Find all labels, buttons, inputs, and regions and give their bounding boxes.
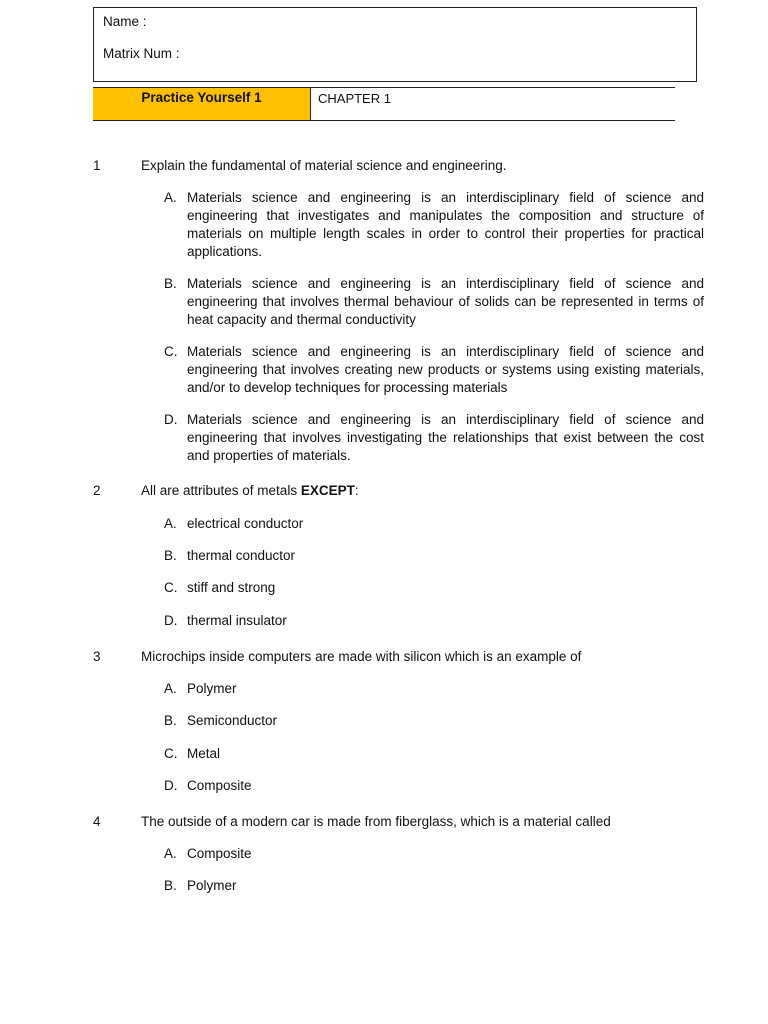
name-label: Name : bbox=[103, 14, 147, 29]
option-letter: B. bbox=[164, 548, 177, 563]
chapter-label: CHAPTER 1 bbox=[318, 91, 391, 106]
option-letter: C. bbox=[164, 344, 178, 359]
option-text: Metal bbox=[187, 746, 221, 761]
student-info-box bbox=[93, 7, 697, 82]
option-text: Materials science and engineering is an interdisciplinary field of science and engineering that involves thermal behaviour of solids can be represented in terms of heat capacity and thermal conductivity bbox=[187, 276, 704, 327]
question-stem: All are attributes of metals EXCEPT: bbox=[141, 483, 359, 498]
option-letter: D. bbox=[164, 778, 178, 793]
question-stem: The outside of a modern car is made from fiberglass, which is a material called bbox=[141, 814, 611, 829]
option-letter: A. bbox=[164, 516, 177, 531]
question-stem: Explain the fundamental of material science and engineering. bbox=[141, 158, 507, 173]
option-letter: A. bbox=[164, 681, 177, 696]
question-number: 2 bbox=[93, 483, 101, 498]
option-text: Composite bbox=[187, 846, 252, 861]
practice-title: Practice Yourself 1 bbox=[93, 88, 311, 120]
option-text: Materials science and engineering is an interdisciplinary field of science and engineering that involves investigating the relationships that exist between the cost and properties of materials. bbox=[187, 412, 704, 463]
option-letter: A. bbox=[164, 846, 177, 861]
option-text: stiff and strong bbox=[187, 580, 276, 595]
option-text: Materials science and engineering is an interdisciplinary field of science and engineering that involves creating new products or systems using existing materials, and/or to develop techniques for processing materials bbox=[187, 344, 704, 395]
question-stem: Microchips inside computers are made with silicon which is an example of bbox=[141, 649, 582, 664]
question-number: 1 bbox=[93, 158, 101, 173]
option-letter: B. bbox=[164, 878, 177, 893]
option-text: Polymer bbox=[187, 878, 237, 893]
option-text: Semiconductor bbox=[187, 713, 278, 728]
option-letter: C. bbox=[164, 580, 178, 595]
option-text: thermal insulator bbox=[187, 613, 287, 628]
header-bar bbox=[93, 87, 675, 121]
option-text: Composite bbox=[187, 778, 252, 793]
option-letter: C. bbox=[164, 746, 178, 761]
matrix-num-label: Matrix Num : bbox=[103, 46, 180, 61]
question-number: 4 bbox=[93, 814, 101, 829]
option-letter: B. bbox=[164, 276, 177, 291]
question-number: 3 bbox=[93, 649, 101, 664]
option-letter: B. bbox=[164, 713, 177, 728]
option-letter: A. bbox=[164, 190, 177, 205]
except-emphasis: EXCEPT bbox=[300, 483, 355, 498]
option-text: electrical conductor bbox=[187, 516, 304, 531]
option-text: thermal conductor bbox=[187, 548, 296, 563]
option-letter: D. bbox=[164, 613, 178, 628]
option-letter: D. bbox=[164, 412, 178, 427]
option-text: Materials science and engineering is an interdisciplinary field of science and engineering that investigates and manipulates the composition and structure of materials on multiple length scales in order to control their properties for practical applications. bbox=[187, 190, 704, 259]
option-text: Polymer bbox=[187, 681, 237, 696]
